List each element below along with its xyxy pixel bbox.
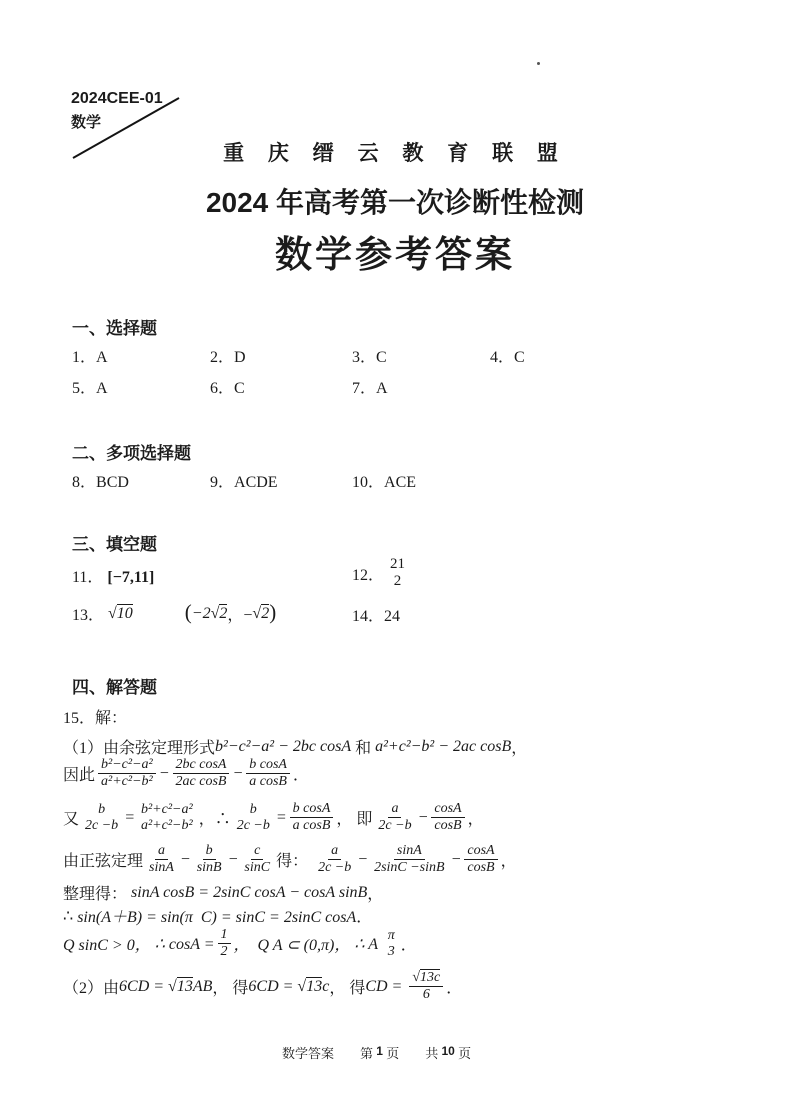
footer-total-pages: 10 [441,1044,455,1058]
fraction-numerator: b²−c²−a² [98,757,156,774]
radicand: 13c [420,970,441,985]
fraction-denominator: a²+c²−b² [101,774,153,790]
operator: − [232,764,244,782]
answer-item-12 [352,556,411,591]
line-text: 因此 [63,767,96,785]
line-text: 又 [63,811,80,829]
radical-sign: √ [210,604,220,622]
answer-item-13 [72,601,276,626]
radicand: 2 [219,604,228,622]
operator: − [227,850,239,868]
fraction [146,843,177,876]
fraction-21-2 [387,556,408,591]
scan-artifact-dot [537,62,540,65]
math-expr: sinA cosB = 2sinC cosA − cosA sinB [131,883,368,901]
answer-num: 10． [352,474,385,491]
sqrt-2 [211,605,228,623]
fraction-denominator: a²+c²−b² [140,817,193,833]
fraction-denominator: 2 [393,573,402,590]
answer-value: BCD [96,474,129,491]
fraction [315,843,354,876]
fraction [385,928,398,960]
fraction-denominator: 6 [422,987,430,1003]
answer-num: 9． [210,474,235,491]
fraction-numerator: cosA [464,843,497,860]
line-text: ，∴ [198,811,231,829]
math-expr: sin(A＋B) = sin(π C) = sinC = 2sinC cosA [77,909,357,926]
operator: − [417,808,429,826]
math-expr: AB [192,977,213,995]
radical-sign: √ [297,977,307,995]
radicand: 10 [116,604,133,622]
footer-text: 共 [425,1046,439,1061]
sqrt-13c [412,969,440,985]
fraction [194,843,225,876]
fraction-denominator: 2c −b [85,817,119,833]
fraction-numerator: a [155,843,168,860]
fraction-numerator: b [98,801,106,817]
math-expr: CD = [365,977,407,995]
radicand: 13 [306,977,323,995]
answer-value: D [234,349,246,366]
footer-total-indicator [425,1043,471,1062]
math-expr: a²+c²−b² − 2ac cosB [375,737,512,755]
solution-line-2 [63,757,309,790]
fraction [431,801,464,834]
fraction-denominator: 2 [220,944,228,960]
line-text: 得： [276,853,313,871]
answer-num: 2． [210,349,235,366]
fraction-numerator: b cosA [290,801,334,818]
line-text: ． [446,980,463,998]
footer-text: 第 [360,1046,374,1061]
fraction [375,801,414,834]
solution-line-1 [63,735,527,758]
answer-num: 13． [72,607,105,624]
footer-text: 页 [458,1046,472,1061]
fraction-denominator: 2c −b [236,817,270,833]
line-text: ， [467,811,484,829]
organization-title: 重 庆 缙 云 教 育 联 盟 [223,142,567,165]
fraction-numerator: b [249,801,257,817]
answer-value: ACE [384,474,417,491]
line-text: ， 得 [329,980,366,998]
line-text: （1）由余弦定理形式 [63,740,216,757]
math-expr: 6CD = [248,977,298,995]
answer-item-7 [352,375,388,398]
fraction-numerator: 1 [218,927,231,944]
fraction [82,802,121,834]
fraction-denominator: 2ac cosB [175,774,227,790]
line-text: （2）由 [63,980,120,998]
radical-sign: √ [252,604,262,622]
math-expr: ∴ cosA = [150,935,215,953]
footer-doc-title: 数学答案 [282,1046,335,1061]
solution-line-6 [63,904,372,927]
answer-value: A [96,380,108,397]
operator: − [450,850,462,868]
answer-value: A [376,380,388,397]
math-expr: 6CD = [119,977,169,995]
operator: = [124,808,135,826]
sqrt-13 [168,978,193,996]
answer-value: 24 [384,608,401,625]
math-expr: ， [233,937,258,955]
solution-line-4 [63,843,517,876]
answer-item-3 [352,344,387,367]
fraction [371,843,448,876]
fraction-denominator: 2c −b [378,818,412,834]
answer-num: 5． [72,380,97,397]
answer-value: [−7,11] [107,569,155,586]
operator: − [158,764,170,782]
math-expr: Q A ⊂ (0,π)， [257,937,351,955]
radical-sign: √ [108,604,117,622]
corner-subject: 数学 [71,114,102,131]
answer-num: 6． [210,380,235,397]
open-paren: ( [184,600,192,624]
operator: − [357,850,369,868]
answer-item-9 [210,469,278,492]
section-heading-multi-choice: 二、多项选择题 [72,444,191,463]
fraction [290,801,334,834]
answer-item-10 [352,469,416,492]
line-text: ， [500,853,517,871]
operator: − [179,850,191,868]
solution-line-8 [63,970,462,1003]
fraction [173,757,230,790]
close-paren: ) [269,600,277,624]
math-expr: Q sinC > 0， [63,937,151,955]
answer-num: 3． [352,349,377,366]
line-text: ， 即 [336,811,373,829]
separator: ，− [227,607,253,624]
exam-title: 2024 年高考第一次诊断性检测 [205,187,585,218]
section-heading-solutions: 四、解答题 [72,678,157,697]
answer-num: 8． [72,474,97,491]
fraction-denominator: cosB [434,818,462,834]
answer-item-2 [210,344,246,367]
fraction-denominator: sinA [149,860,174,876]
fraction-denominator: 2c −b [318,860,352,876]
fraction-numerator [409,970,443,987]
answer-item-11 [72,564,154,587]
answer-num: 4． [490,349,515,366]
fraction-numerator: cosA [431,801,464,818]
answer-item-6 [210,375,245,398]
fraction-numerator: a [328,843,341,860]
answer-num: 1． [72,349,97,366]
section-heading-fill-blank: 三、填空题 [72,535,157,554]
fraction-numerator: π [387,927,395,943]
fraction [138,802,196,834]
line-text: ， 得 [212,980,249,998]
problem-15-label: 15．解： [63,710,128,727]
radicand: 2 [261,604,270,622]
section-heading-choice: 一、选择题 [72,319,157,338]
fraction-denominator: a cosB [249,774,287,790]
fraction-numerator: a [388,801,401,818]
fraction-denominator: 2sinC −sinB [374,860,445,876]
fraction-numerator: sinA [394,843,425,860]
fraction-denominator: 3 [387,943,395,959]
solution-line-3 [63,801,484,834]
radical-sign: √ [168,977,177,995]
answer-num: 12． [352,566,385,584]
operator: = [275,808,287,826]
fraction [218,927,231,960]
footer-page-indicator [360,1043,399,1062]
math-expr: ∴ A [350,935,382,953]
answer-item-8 [72,469,129,492]
coefficient: −2 [191,604,211,622]
answer-value: C [514,349,525,366]
answer-num: 7． [352,380,377,397]
corner-exam-code: 2024CEE-01 [71,90,163,107]
answer-num: 11． [72,569,104,586]
fraction [409,970,443,1003]
line-text: ， [367,886,384,903]
solution-line-5 [63,881,383,904]
solution-line-7 [63,927,417,960]
fraction [234,802,273,834]
line-text: ∴ [63,907,78,925]
line-text: ． [292,767,309,785]
line-text: 和 [351,740,376,757]
answer-value: ACDE [234,474,278,491]
radical-sign: √ [412,970,421,985]
page-footer [282,1043,471,1062]
answer-item-4 [490,344,525,367]
sqrt-10 [108,605,133,623]
radicand: 13 [176,977,193,995]
fraction-numerator: b cosA [246,757,290,774]
fraction-numerator: b²+c²−a² [140,801,193,817]
math-expr: b²−c²−a² − 2bc cosA [215,737,352,755]
fraction-numerator: c [251,843,263,860]
line-text: ， [511,740,528,757]
answer-num: 14． [352,608,385,625]
fraction-denominator: cosB [467,860,495,876]
fraction [241,843,273,876]
math-expr: c [322,977,330,995]
fraction-denominator: a cosB [292,818,331,834]
answer-value: C [234,380,245,397]
line-text: ． [356,909,373,926]
answer-value: A [96,349,108,366]
fraction [464,843,497,876]
fraction [98,757,156,790]
page-title: 数学参考答案 [275,234,515,275]
answer-item-1 [72,344,108,367]
sqrt-2 [252,605,269,623]
line-text: 整理得： [63,886,128,903]
footer-text: 页 [386,1046,400,1061]
fraction-denominator: sinB [196,860,222,876]
footer-page-number: 1 [376,1044,383,1058]
fraction-denominator: sinC [244,860,271,876]
answer-value: C [376,349,387,366]
answer-item-5 [72,375,108,398]
sqrt-13 [297,978,322,996]
fraction-numerator: 21 [390,556,406,572]
line-text: 由正弦定理 [63,853,144,871]
fraction-numerator: b [203,843,216,860]
fraction [246,757,290,790]
answer-item-14 [352,603,400,626]
fraction-numerator: 2bc cosA [173,757,230,774]
line-text: ． [400,937,417,955]
